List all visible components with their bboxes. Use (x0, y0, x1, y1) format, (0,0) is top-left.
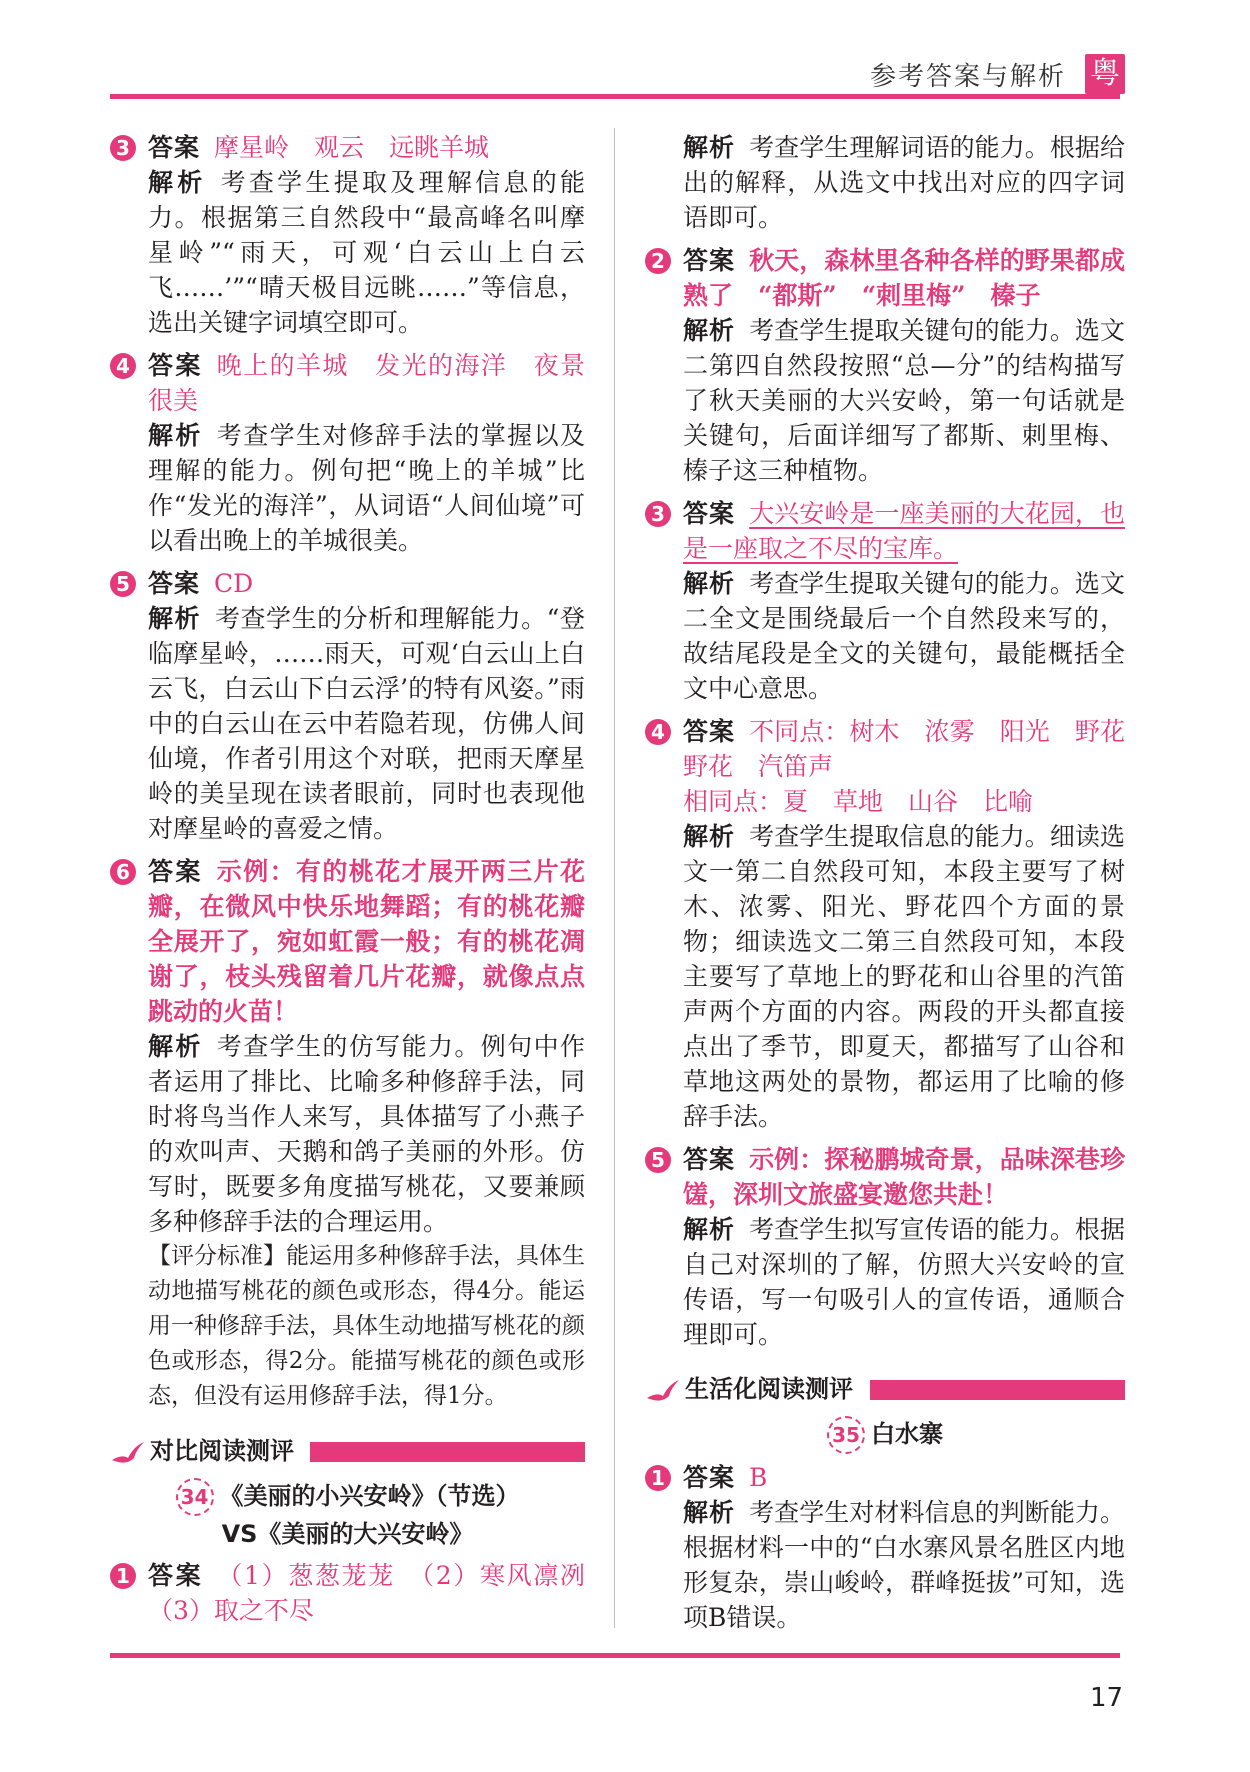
explanation-text: 考查学生提取关键句的能力。选文二第四自然段按照“总—分”的结构描写了秋天美丽的大兴安岭，第一句话就是关键句，后面详细写了都斯、刺里梅、榛子这三种植物。 (683, 316, 1125, 485)
answer-label: 答案 (683, 717, 736, 746)
explanation-label: 解析 (683, 1498, 736, 1527)
answer-text: 摩星岭 观云 远眺羊城 (214, 133, 490, 162)
question-number: 3 (110, 135, 136, 161)
explanation-text: 考查学生提取及理解信息的能力。根据第三自然段中“最高峰名叫摩星岭”“雨天，可观‘白云山上白云飞……’”“晴天极目远眺……”等信息，选出关键字词填空即可。 (148, 168, 585, 337)
lesson-number: 34 (176, 1478, 214, 1516)
question-number: 3 (645, 501, 671, 527)
question-number: 1 (645, 1465, 671, 1491)
question-number: 4 (110, 353, 136, 379)
question-number: 2 (645, 248, 671, 274)
explanation-text: 考查学生拟写宣传语的能力。根据自己对深圳的了解，仿照大兴安岭的宣传语，写一句吸引人的宣传语，通顺合理即可。 (683, 1215, 1125, 1349)
lesson-title-line2: VS《美丽的大兴安岭》 (221, 1520, 474, 1548)
lesson-title-text: 白水寨 (871, 1420, 943, 1448)
explanation-label: 解析 (148, 168, 207, 197)
answer-text: CD (214, 569, 254, 598)
explanation-label: 解析 (683, 316, 736, 345)
answer-text: B (749, 1463, 768, 1492)
answer-text: （1）葱葱茏茏 （2）寒风凛冽（3）取之不尽 (148, 1561, 585, 1625)
explanation-item-s1 (645, 130, 1125, 235)
answer-label: 答案 (683, 499, 736, 528)
answer-item-4 (110, 348, 585, 558)
header-rule (110, 94, 1120, 99)
bird-icon (110, 1436, 146, 1466)
right-column (645, 130, 1150, 1637)
explanation-label: 解析 (683, 822, 736, 851)
section-header-compare (110, 1432, 585, 1472)
explanation-label: 解析 (148, 421, 203, 450)
page-number: 17 (1090, 1683, 1124, 1713)
lesson-title-line1: 《美丽的小兴安岭》（节选） (219, 1482, 520, 1510)
question-number: 5 (645, 1147, 671, 1173)
explanation-text: 考查学生对材料信息的判断能力。根据材料一中的“白水寨风景名胜区内地形复杂，崇山峻岭，群峰挺拔”可知，选项B错误。 (683, 1498, 1125, 1632)
lesson-title (645, 1416, 1125, 1454)
answer-label: 答案 (148, 569, 201, 598)
region-badge: 粤 (1085, 54, 1125, 94)
explanation-text: 考查学生对修辞手法的掌握以及理解的能力。例句把“晚上的羊城”比作“发光的海洋”，从词语“人间仙境”可以看出晚上的羊城很美。 (148, 421, 585, 555)
section-bar (870, 1380, 1125, 1400)
explanation-label: 解析 (148, 1032, 203, 1061)
explanation-text: 考查学生提取信息的能力。细读选文一第二自然段可知，本段主要写了树木、浓雾、阳光、野花四个方面的景物；细读选文二第三自然段可知，本段主要写了草地上的野花和山谷里的汽笛声两个方面的内容。两段的开头都直接点出了季节，即夏天，都描写了山谷和草地这两处的景物，都运用了比喻的修辞手法。 (683, 822, 1125, 1131)
question-number: 6 (110, 859, 136, 885)
answer-label: 答案 (683, 246, 736, 275)
answer-text: 示例：有的桃花才展开两三片花瓣，在微风中快乐地舞蹈；有的桃花瓣全展开了，宛如虹霞一般；有的桃花凋谢了，枝头残留着几片花瓣，就像点点跳动的火苗！ (148, 857, 585, 1026)
question-number: 4 (645, 719, 671, 745)
footer-rule (110, 1653, 1120, 1658)
explanation-label: 解析 (683, 133, 736, 162)
explanation-text: 考查学生理解词语的能力。根据给出的解释，从选文中找出对应的四字词语即可。 (683, 133, 1125, 232)
explanation-label: 解析 (683, 1215, 736, 1244)
answer-label: 答案 (148, 857, 203, 886)
header-title: 参考答案与解析 (870, 62, 1067, 92)
left-column (110, 130, 585, 1630)
column-divider (614, 128, 615, 1628)
bird-icon (645, 1374, 681, 1404)
answer-item-3 (110, 130, 585, 340)
answer-item-s5 (645, 1142, 1125, 1352)
answer-text-same: 相同点：夏 草地 山谷 比喻 (683, 787, 1034, 816)
answer-item-s1 (110, 1558, 585, 1628)
answer-label: 答案 (683, 1463, 736, 1492)
explanation-text: 考查学生的仿写能力。例句中作者运用了排比、比喻多种修辞手法，同时将鸟当作人来写，具体描写了小燕子的欢叫声、天鹅和鸽子美丽的外形。仿写时，既要多角度描写桃花，又要兼顾多种修辞手法的合理运用。 (148, 1032, 585, 1236)
answer-label: 答案 (148, 351, 203, 380)
section-title: 对比阅读测评 (150, 1437, 294, 1465)
answer-text-diff: 不同点：树木 浓雾 阳光 野花 野花 汽笛声 (683, 717, 1150, 781)
scoring-standard: 【评分标准】能运用多种修辞手法，具体生动地描写桃花的颜色或形态，得4分。能运用一种修辞手法，具体生动地描写桃花的颜色或形态，得2分。能描写桃花的颜色或形态，但没有运用修辞手法，得1分。 (148, 1243, 585, 1409)
lesson-number: 35 (827, 1416, 865, 1454)
answer-item-t1 (645, 1460, 1125, 1635)
lesson-title (110, 1478, 585, 1516)
answer-label: 答案 (148, 133, 201, 162)
explanation-label: 解析 (683, 569, 736, 598)
explanation-label: 解析 (148, 604, 202, 633)
section-header-life (645, 1370, 1125, 1410)
question-number: 5 (110, 571, 136, 597)
answer-text: 示例：探秘鹏城奇景，品味深巷珍馐，深圳文旅盛宴邀您共赴！ (683, 1145, 1125, 1209)
section-bar (310, 1442, 585, 1462)
answer-label: 答案 (148, 1561, 204, 1590)
answer-item-s3 (645, 496, 1125, 706)
answer-text: 秋天，森林里各种各样的野果都成熟了 “都斯” “刺里梅” 榛子 (683, 246, 1125, 310)
answer-item-5 (110, 566, 585, 846)
explanation-text: 考查学生提取关键句的能力。选文二全文是围绕最后一个自然段来写的，故结尾段是全文的关键句，最能概括全文中心意思。 (683, 569, 1125, 703)
explanation-text: 考查学生的分析和理解能力。“登临摩星岭，……雨天，可观‘白云山上白云飞，白云山下白云浮’的特有风姿。”雨中的白云山在云中若隐若现，仿佛人间仙境，作者引用这个对联，把雨天摩星岭的美呈现在读者眼前，同时也表现他对摩星岭的喜爱之情。 (148, 604, 585, 843)
answer-text: 大兴安岭是一座美丽的大花园，也是一座取之不尽的宝库。 (683, 499, 1125, 563)
answer-item-s2 (645, 243, 1125, 488)
question-number: 1 (110, 1563, 136, 1589)
answer-item-6 (110, 854, 585, 1414)
section-title: 生活化阅读测评 (685, 1375, 853, 1403)
answer-item-s4 (645, 714, 1150, 1134)
answer-text: 晚上的羊城 发光的海洋 夜景很美 (148, 351, 585, 415)
answer-label: 答案 (683, 1145, 736, 1174)
